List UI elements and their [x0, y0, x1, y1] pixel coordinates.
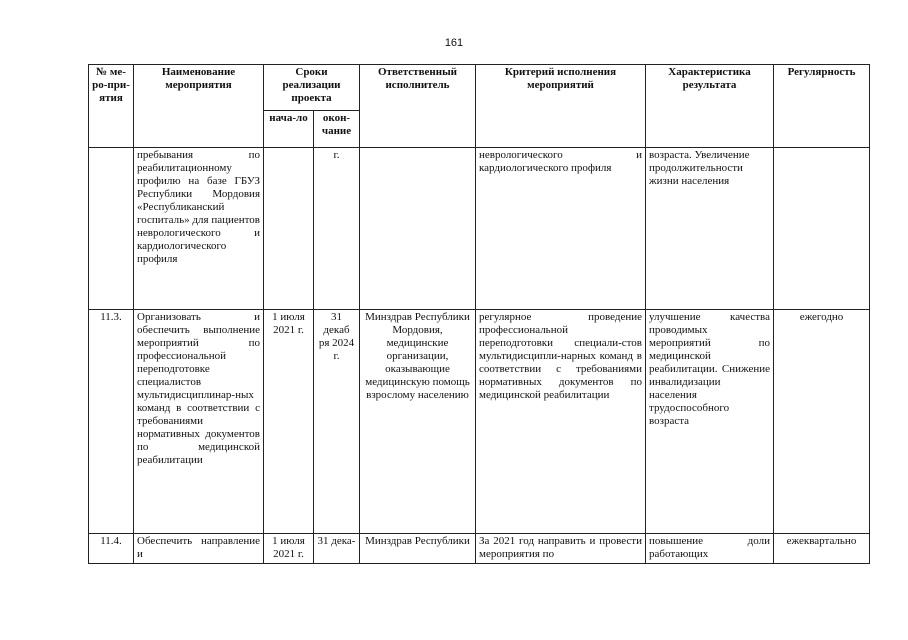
header-criterion: Критерий исполнения мероприятий — [476, 65, 646, 148]
row-criterion: За 2021 год направить и провести мероприятия по — [476, 534, 646, 564]
table-row — [89, 310, 870, 534]
row-start: 1 июля 2021 г. — [264, 534, 314, 564]
row-name: Обеспечить направление и — [134, 534, 264, 564]
row-end: 31 декаб ря 2024 г. — [314, 310, 360, 534]
row-responsible — [360, 148, 476, 310]
header-terms: Сроки реализации проекта — [264, 65, 360, 111]
row-result: возраста. Увеличение продолжительности жизни населения — [646, 148, 774, 310]
table-row — [89, 148, 870, 310]
row-start — [264, 148, 314, 310]
row-regularity: ежегодно — [774, 310, 870, 534]
row-num: 11.4. — [89, 534, 134, 564]
header-num: № ме-ро-при-ятия — [89, 65, 134, 148]
row-criterion: неврологического и кардиологического профиля — [476, 148, 646, 310]
row-responsible: Минздрав Республики — [360, 534, 476, 564]
row-result: улучшение качества проводимых мероприятий по медицинской реабилитации. Снижение инвалидизации населения трудоспособного возраста — [646, 310, 774, 534]
row-result: повышение доли работающих — [646, 534, 774, 564]
row-num — [89, 148, 134, 310]
table-header — [89, 65, 870, 148]
row-name: Организовать и обеспечить выполнение мероприятий по профессиональной переподготовке специалистов мультидисциплинар-ных команд в соответствии с требованиями нормативных документов по медицинской реабилитации — [134, 310, 264, 534]
row-num: 11.3. — [89, 310, 134, 534]
header-responsible: Ответственный исполнитель — [360, 65, 476, 148]
header-name: Наименование мероприятия — [134, 65, 264, 148]
row-regularity: ежеквартально — [774, 534, 870, 564]
row-responsible: Минздрав Республики Мордовия, медицинские организации, оказывающие медицинскую помощь взрослому населению — [360, 310, 476, 534]
row-end: г. — [314, 148, 360, 310]
header-end: окон-чание — [314, 111, 360, 148]
row-name: пребывания по реабилитационному профилю на базе ГБУЗ Республики Мордовия «Республиканский госпиталь» для пациентов неврологического и кардиологического профиля — [134, 148, 264, 310]
header-start: нача-ло — [264, 111, 314, 148]
page-number: 161 — [444, 37, 464, 49]
measures-table — [88, 64, 870, 564]
row-regularity — [774, 148, 870, 310]
row-criterion: регулярное проведение профессиональной переподготовки специали-стов мультидисципли-нарных команд в соответствии с требованиями нормативных документов по медицинской реабилитации — [476, 310, 646, 534]
row-end: 31 дека- — [314, 534, 360, 564]
row-start: 1 июля 2021 г. — [264, 310, 314, 534]
table-row — [89, 534, 870, 564]
header-result: Характеристика результата — [646, 65, 774, 148]
header-regularity: Регулярность — [774, 65, 870, 148]
